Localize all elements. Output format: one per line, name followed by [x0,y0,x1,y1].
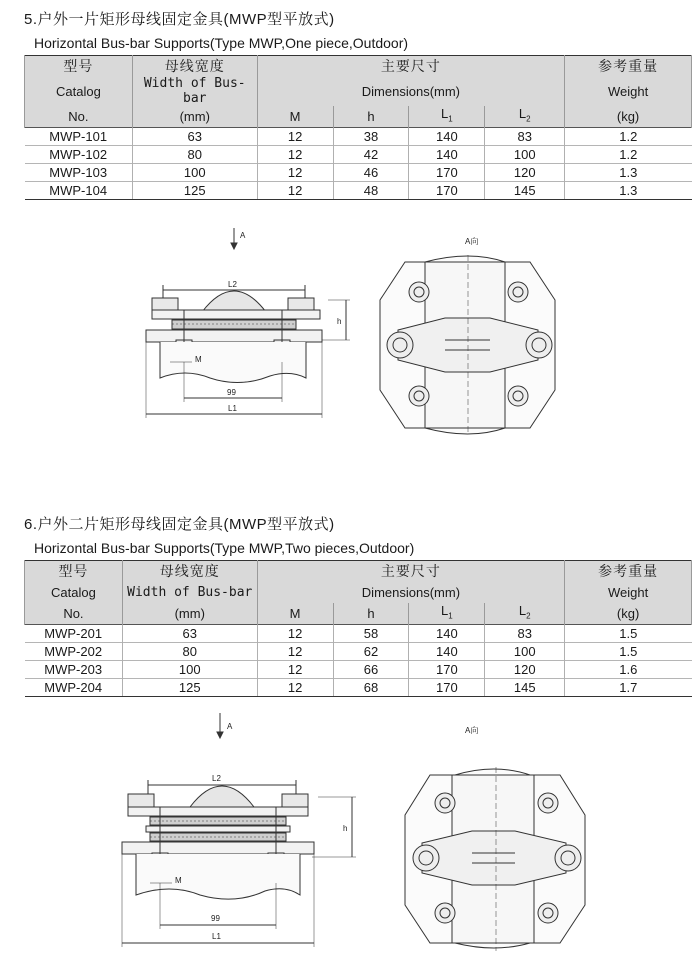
cell-m: 12 [257,678,333,696]
bolt-head-left [152,298,178,310]
cell-width: 125 [132,181,257,199]
label-l1: L1 [212,932,221,941]
bolt-head-right [282,794,308,807]
label-view-a: A向 [465,237,479,246]
cell-h: 38 [333,127,409,145]
cell-catalog: MWP-201 [25,624,123,642]
cell-weight: 1.7 [565,678,692,696]
cell-weight: 1.3 [565,181,692,199]
header-col-m: M [257,603,333,624]
cell-weight: 1.5 [565,642,692,660]
header-col-h: h [333,603,409,624]
header-no: No. [25,603,123,624]
header-dims-cn: 主要尺寸 [257,56,565,77]
header-weight-cn: 参考重量 [565,561,692,582]
section-heading-cn: 6.户外二片矩形母线固定金具(MWP型平放式) [24,516,335,533]
side-view [146,228,350,418]
cell-weight: 1.5 [565,624,692,642]
cell-l2: 120 [485,163,565,181]
cell-weight: 1.2 [565,127,692,145]
label-m: M [195,355,202,364]
header-width-cn: 母线宽度 [122,561,257,582]
section-two-pieces [0,505,700,953]
cell-width: 125 [122,678,257,696]
cell-m: 12 [257,127,333,145]
l1-sub: 1 [448,114,453,124]
cell-m: 12 [257,181,333,199]
cell-l1: 140 [409,127,485,145]
busbar [172,320,296,329]
header-model-cn: 型号 [25,56,133,77]
cell-m: 12 [257,660,333,678]
insulator [136,854,300,899]
l2-sub: 2 [526,611,531,621]
label-l2: L2 [212,774,221,783]
cell-h: 46 [333,163,409,181]
base-plate [122,842,314,854]
top-plate [128,807,308,816]
cell-m: 12 [257,145,333,163]
header-catalog: Catalog [25,76,133,106]
dome [190,786,254,807]
cell-catalog: MWP-104 [25,181,133,199]
cell-h: 58 [333,624,409,642]
cell-l1: 170 [409,163,485,181]
cell-l1: 170 [409,181,485,199]
header-catalog: Catalog [25,581,123,603]
label-l1: L1 [228,404,237,413]
cell-l2: 100 [485,642,565,660]
cell-m: 12 [257,163,333,181]
label-view-a: A向 [465,726,479,735]
l1-letter: L [441,603,449,618]
cell-l2: 145 [485,181,565,199]
label-l2: L2 [228,280,237,289]
cell-catalog: MWP-102 [25,145,133,163]
header-no: No. [25,106,133,127]
plan-view [380,255,555,435]
cell-weight: 1.3 [565,163,692,181]
header-dims-en: Dimensions(mm) [257,581,565,603]
section-heading-en: Horizontal Bus-bar Supports(Type MWP,Two pieces,Outdoor) [34,540,415,556]
l2-letter: L [518,603,527,618]
label-h: h [343,824,348,833]
view-arrow-head [231,243,237,249]
cell-h: 48 [333,181,409,199]
cell-width: 63 [132,127,257,145]
header-mm: (mm) [132,106,257,127]
side-view [122,713,356,947]
clamp-bar [422,831,566,885]
cell-weight: 1.6 [565,660,692,678]
cell-m: 12 [257,624,333,642]
cell-l2: 83 [485,624,565,642]
cell-catalog: MWP-103 [25,163,133,181]
cell-h: 62 [333,642,409,660]
header-kg: (kg) [565,106,692,127]
cell-l1: 140 [409,624,485,642]
cell-l2: 83 [485,127,565,145]
cell-catalog: MWP-204 [25,678,123,696]
section-heading-cn: 5.户外一片矩形母线固定金具(MWP型平放式) [24,11,335,28]
header-weight-cn: 参考重量 [565,56,692,77]
bolt-head-right [288,298,314,310]
header-mm: (mm) [122,603,257,624]
header-model-cn: 型号 [25,561,123,582]
header-weight-en: Weight [565,76,692,106]
cell-l1: 170 [409,678,485,696]
cell-catalog: MWP-101 [25,127,133,145]
l2-sub: 2 [526,114,531,124]
cell-l2: 145 [485,678,565,696]
label-h: h [337,317,342,326]
label-m: M [175,876,182,885]
cell-l2: 100 [485,145,565,163]
header-dims-en: Dimensions(mm) [257,76,565,106]
header-width-en: Width of Bus-bar [132,76,257,106]
cell-h: 66 [333,660,409,678]
cell-h: 42 [333,145,409,163]
plan-view [405,767,585,951]
l1-letter: L [440,106,449,121]
top-plate [152,310,320,319]
label-99: 99 [211,914,220,923]
header-width-en: Width of Bus-bar [122,581,257,603]
header-weight-en: Weight [565,581,692,603]
base-plate [146,330,322,342]
header-col-h: h [333,106,409,127]
l2-letter: L [518,106,527,121]
cell-weight: 1.2 [565,145,692,163]
label-99: 99 [227,388,236,397]
view-arrow-head [217,732,223,738]
cell-width: 100 [122,660,257,678]
cell-catalog: MWP-202 [25,642,123,660]
cell-l2: 120 [485,660,565,678]
spacer-plate [146,826,290,832]
header-col-m: M [257,106,333,127]
section-heading-en: Horizontal Bus-bar Supports(Type MWP,One piece,Outdoor) [34,35,409,51]
technical-drawing [0,505,700,953]
cell-h: 68 [333,678,409,696]
l1-sub: 1 [448,611,453,621]
cell-l1: 140 [409,642,485,660]
cell-width: 100 [132,163,257,181]
cell-m: 12 [257,642,333,660]
dome [202,291,266,312]
header-width-cn: 母线宽度 [132,56,257,77]
bolt-head-left [128,794,154,807]
cell-width: 80 [132,145,257,163]
header-kg: (kg) [565,603,692,624]
cell-l1: 140 [409,145,485,163]
label-arrow-a: A [227,722,233,731]
cell-l1: 170 [409,660,485,678]
cell-width: 63 [122,624,257,642]
cell-width: 80 [122,642,257,660]
header-dims-cn: 主要尺寸 [257,561,565,582]
cell-catalog: MWP-203 [25,660,123,678]
label-arrow-a: A [240,231,246,240]
